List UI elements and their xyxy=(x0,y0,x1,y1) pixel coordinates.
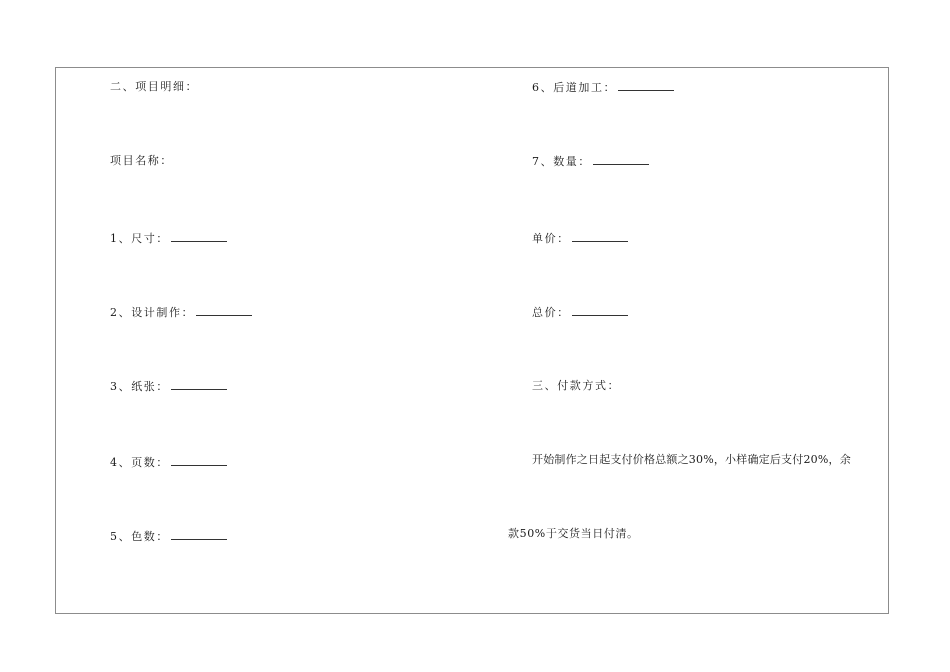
unit-price-blank[interactable] xyxy=(572,231,628,242)
size-field xyxy=(110,231,227,246)
total-price-field xyxy=(532,305,628,320)
paper-blank[interactable] xyxy=(171,379,227,390)
quantity-blank[interactable] xyxy=(593,154,649,165)
quantity-field xyxy=(532,154,649,169)
unit-price-field xyxy=(532,231,628,246)
unit-price-label: 单价： xyxy=(532,232,570,245)
pages-field xyxy=(110,455,227,470)
design-label: 2、设计制作： xyxy=(110,306,195,319)
post-processing-blank[interactable] xyxy=(618,80,674,91)
design-blank[interactable] xyxy=(196,305,252,316)
project-name-label: 项目名称： xyxy=(110,154,173,167)
section-title-project-details: 二、项目明细： xyxy=(110,80,199,93)
size-label: 1、尺寸： xyxy=(110,232,169,245)
post-processing-label: 6、后道加工： xyxy=(532,81,617,94)
design-field xyxy=(110,305,252,320)
pages-blank[interactable] xyxy=(171,455,227,466)
paper-field xyxy=(110,379,227,394)
section-title-payment: 三、付款方式： xyxy=(532,379,621,392)
size-blank[interactable] xyxy=(171,231,227,242)
quantity-label: 7、数量： xyxy=(532,155,591,168)
pages-label: 4、页数： xyxy=(110,456,169,469)
payment-terms-line-1: 开始制作之日起支付价格总额之30%，小样确定后支付20%，余 xyxy=(532,453,851,466)
colors-label: 5、色数： xyxy=(110,530,169,543)
payment-terms-line-2: 款50%于交货当日付清。 xyxy=(508,527,639,540)
paper-label: 3、纸张： xyxy=(110,380,169,393)
total-price-blank[interactable] xyxy=(572,305,628,316)
total-price-label: 总价： xyxy=(532,306,570,319)
colors-blank[interactable] xyxy=(171,529,227,540)
post-processing-field xyxy=(532,80,674,95)
colors-field xyxy=(110,529,227,544)
